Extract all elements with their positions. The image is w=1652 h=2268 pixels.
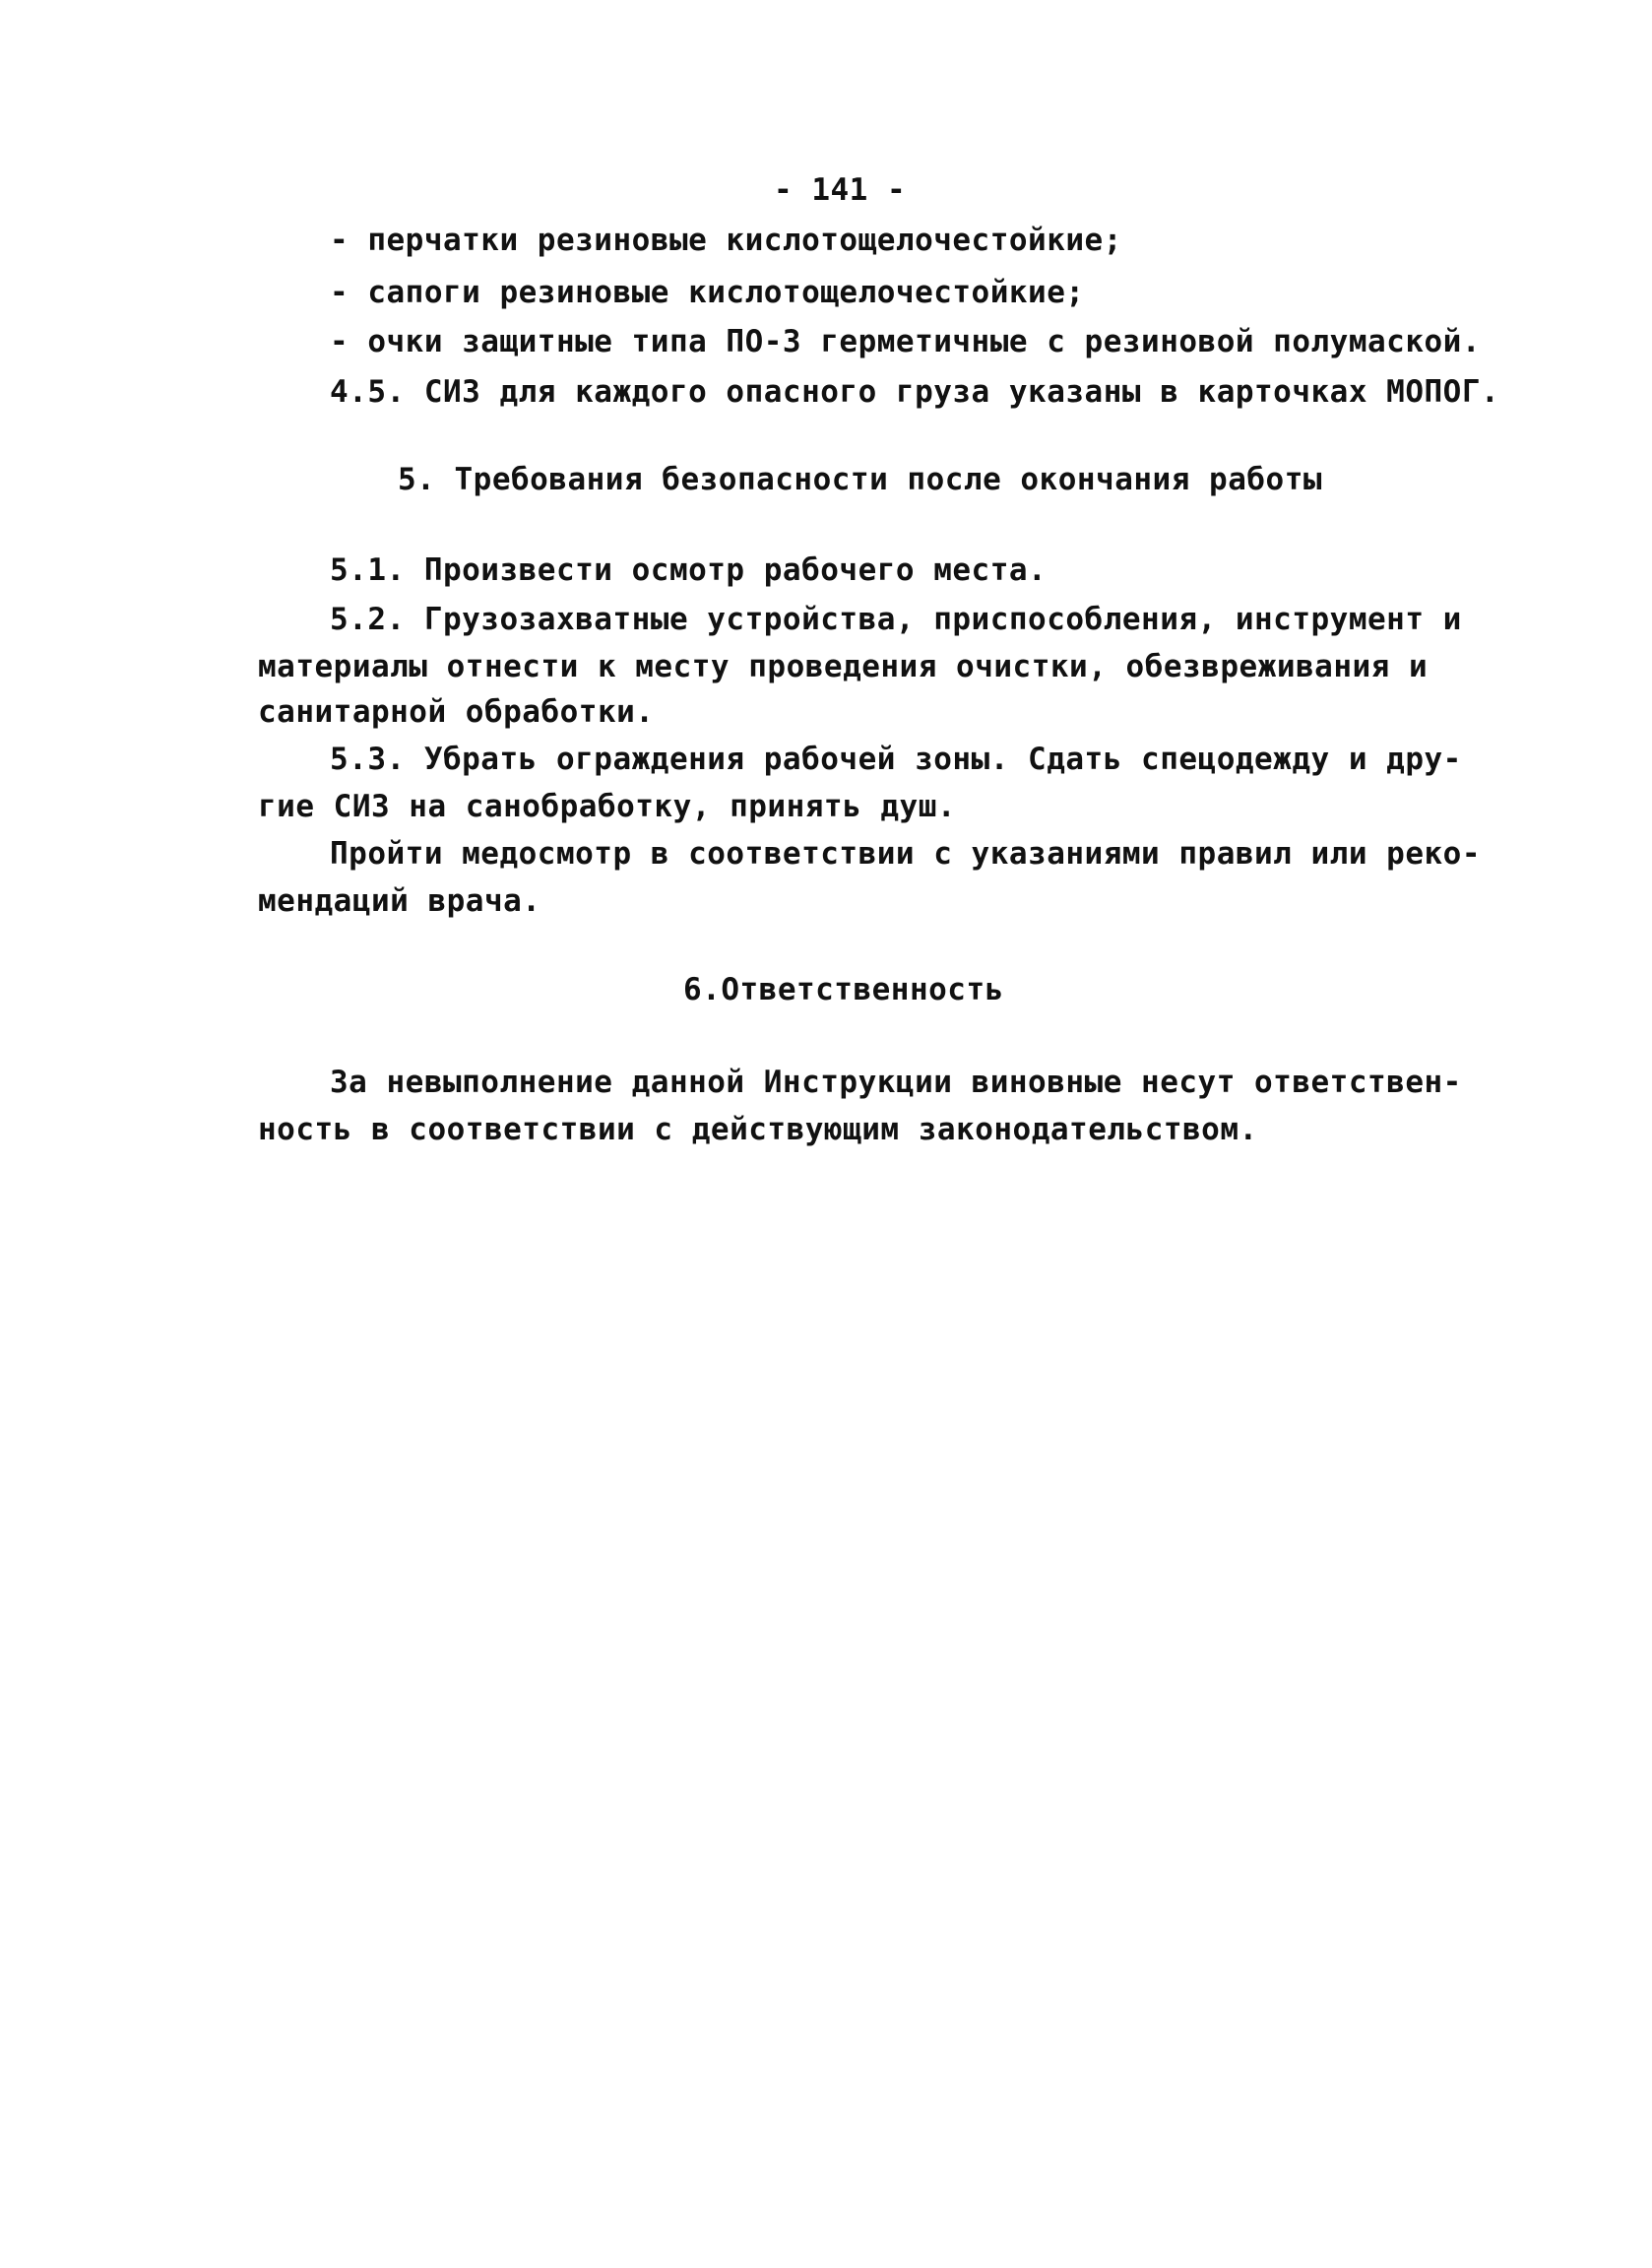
paragraph-responsibility-line: За невыполнение данной Инструкции виновные несут ответствен- xyxy=(330,1065,1462,1100)
paragraph-5-3-line: 5.3. Убрать ограждения рабочей зоны. Сдать спецодежду и дру- xyxy=(330,742,1462,777)
list-item: - перчатки резиновые кислотощелочестойкие; xyxy=(330,223,1122,258)
paragraph-responsibility-line: ность в соответствии с действующим законодательством. xyxy=(258,1112,1258,1147)
section-5-heading: 5. Требования безопасности после окончания работы xyxy=(398,462,1323,497)
paragraph-medical-line: мендаций врача. xyxy=(258,883,541,919)
paragraph-5-1: 5.1. Произвести осмотр рабочего места. xyxy=(330,552,1048,588)
paragraph-5-2-line: санитарной обработки. xyxy=(258,694,655,730)
section-6-heading: 6.Ответственность xyxy=(683,972,1004,1007)
paragraph-5-2-line: материалы отнести к месту проведения очистки, обезвреживания и xyxy=(258,649,1429,684)
page-number: - 141 - xyxy=(774,172,907,208)
paragraph-5-2-line: 5.2. Грузозахватные устройства, приспособления, инструмент и xyxy=(330,602,1462,637)
paragraph-4-5: 4.5. СИЗ для каждого опасного груза указаны в карточках МОПОГ. xyxy=(330,374,1500,410)
paragraph-medical-line: Пройти медосмотр в соответствии с указаниями правил или реко- xyxy=(330,836,1481,872)
list-item: - очки защитные типа ПО-3 герметичные с резиновой полумаской. xyxy=(330,324,1481,359)
paragraph-5-3-line: гие СИЗ на санобработку, принять душ. xyxy=(258,789,957,824)
list-item: - сапоги резиновые кислотощелочестойкие; xyxy=(330,275,1085,310)
